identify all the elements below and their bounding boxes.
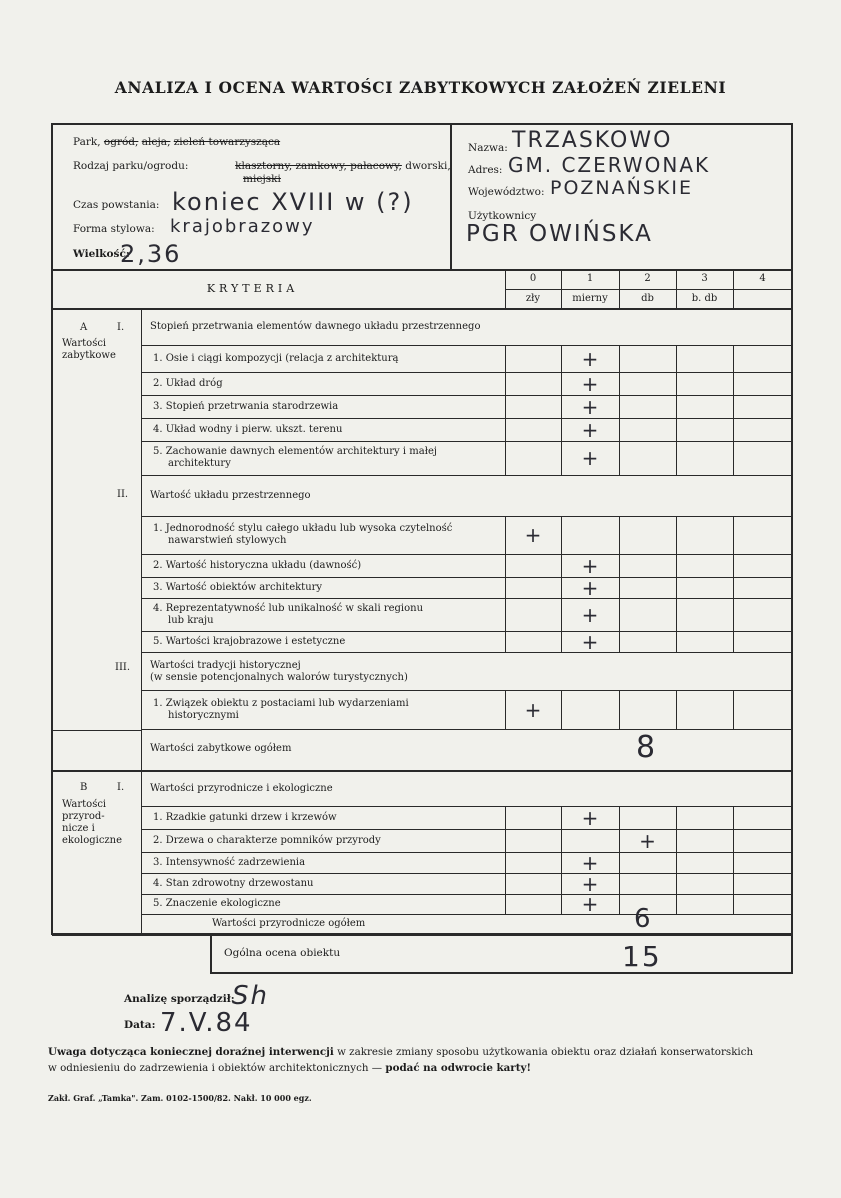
cell-rule	[676, 690, 677, 729]
cell-rule	[619, 441, 620, 475]
row-rule	[142, 873, 792, 874]
a2-item-2-mark: +	[581, 553, 599, 578]
row-rule	[142, 652, 792, 653]
section-a-total-top	[52, 730, 142, 731]
b-item-4-mark: +	[581, 871, 599, 896]
cell-rule	[619, 577, 620, 598]
cell-rule	[676, 631, 677, 652]
scale-header-bottom-rule	[52, 308, 792, 310]
a1-item-1-mark: +	[581, 346, 599, 371]
row-rule	[142, 914, 792, 915]
a2-item-4-mark: +	[581, 602, 599, 627]
a2-title: Wartość układu przestrzennego	[150, 490, 311, 501]
b-item-2-mark: +	[639, 828, 656, 853]
a1-item-5-label-2: architektury	[168, 458, 231, 469]
cell-rule	[505, 441, 506, 475]
cell-rule	[505, 690, 506, 729]
a2-item-3-label: 3. Wartość obiektów architektury	[153, 581, 323, 593]
row-rule	[142, 829, 792, 830]
a1-title: Stopień przetrwania elementów dawnego układu przestrzennego	[150, 321, 481, 332]
cell-rule	[561, 852, 562, 873]
scale-label-0: zły	[525, 293, 541, 304]
row-rule	[142, 852, 792, 853]
cell-rule	[619, 631, 620, 652]
wielkosc-value: 2,36	[120, 240, 182, 268]
uwaga-line-1: Uwaga dotycząca koniecznej doraźnej interwencji w zakresie zmiany sposobu użytkowania obiektu oraz działań konserwatorskich	[48, 1046, 754, 1058]
category-column-rule	[141, 309, 142, 935]
data-label: Data:	[124, 1019, 156, 1031]
uzytkownicy-value: PGR OWIŃSKA	[466, 221, 653, 247]
cell-rule	[619, 829, 620, 852]
cell-rule	[619, 554, 620, 577]
section-b-name-3: nicze i	[62, 823, 95, 834]
b-item-2-label: 2. Drzewa o charakterze pomników przyrody	[153, 834, 381, 846]
scale-header-mid-rule	[505, 289, 792, 290]
header-divider	[450, 124, 452, 269]
cell-rule	[733, 873, 734, 894]
cell-rule	[505, 516, 506, 554]
cell-rule	[733, 690, 734, 729]
b-total-value: 6	[634, 904, 653, 934]
scale-header-col-rule	[619, 270, 620, 308]
cell-rule	[733, 441, 734, 475]
kryteria-header: KRYTERIA	[206, 282, 299, 295]
a2-item-4-label-2: lub kraju	[168, 614, 214, 626]
cell-rule	[676, 395, 677, 418]
cell-rule	[561, 345, 562, 372]
cell-rule	[561, 554, 562, 577]
cell-rule	[561, 395, 562, 418]
row-rule	[142, 577, 792, 578]
a-total-label: Wartości zabytkowe ogółem	[150, 743, 292, 754]
a3-title-1: Wartości tradycji historycznej	[150, 660, 301, 671]
a1-item-5-label: 5. Zachowanie dawnych elementów architektury i małej	[153, 446, 437, 457]
a1-item-3-mark: +	[581, 394, 599, 419]
row-rule	[142, 395, 792, 396]
cell-rule	[505, 894, 506, 914]
a2-item-2-label: 2. Wartość historyczna układu (dawność)	[153, 559, 362, 571]
cell-rule	[505, 806, 506, 829]
section-a-letter: A	[80, 322, 88, 333]
cell-rule	[619, 852, 620, 873]
rodzaj-label: Rodzaj parku/ogrodu:	[73, 160, 189, 172]
b-item-5-label: 5. Znaczenie ekologiczne	[153, 898, 281, 909]
a1-item-2-mark: +	[581, 371, 599, 396]
scale-label-2: db	[641, 293, 654, 304]
cell-rule	[561, 577, 562, 598]
cell-rule	[676, 873, 677, 894]
czas-value: koniec XVIII w (?)	[172, 188, 414, 216]
cell-rule	[561, 441, 562, 475]
cell-rule	[505, 554, 506, 577]
b-item-5-mark: +	[581, 892, 599, 916]
uwaga-line-2: w odniesieniu do zadrzewienia i obiektów architektonicznych — podać na odwrocie karty!	[48, 1062, 531, 1074]
cell-rule	[505, 829, 506, 852]
cell-rule	[676, 345, 677, 372]
cell-rule	[561, 806, 562, 829]
cell-rule	[505, 395, 506, 418]
cell-rule	[505, 418, 506, 441]
a2-item-1-label: 1. Jednorodność stylu całego układu lub wysoka czytelność	[153, 523, 453, 534]
analiza-label: Analizę sporządził:	[124, 993, 235, 1005]
cell-rule	[733, 345, 734, 372]
cell-rule	[561, 894, 562, 914]
cell-rule	[676, 516, 677, 554]
cell-rule	[733, 577, 734, 598]
adres-value: GM. CZERWONAK	[508, 153, 711, 177]
section-b-roman: I.	[117, 782, 125, 793]
cell-rule	[561, 631, 562, 652]
forma-value: krajobrazowy	[170, 216, 315, 237]
row-rule	[142, 345, 792, 346]
cell-rule	[561, 372, 562, 395]
cell-rule	[505, 372, 506, 395]
cell-rule	[676, 598, 677, 631]
scale-label-1: mierny	[572, 293, 608, 304]
overall-label: Ogólna ocena obiektu	[224, 947, 341, 959]
cell-rule	[561, 598, 562, 631]
cell-rule	[619, 372, 620, 395]
a1-item-2-label: 2. Układ dróg	[153, 377, 223, 389]
printer-imprint: Zakł. Graf. „Tamka". Zam. 0102-1500/82. Nakł. 10 000 egz.	[48, 1093, 312, 1103]
cell-rule	[733, 418, 734, 441]
a1-item-5-mark: +	[581, 446, 599, 470]
cell-rule	[505, 577, 506, 598]
a3-item-1-label-2: historycznymi	[168, 709, 239, 721]
cell-rule	[619, 345, 620, 372]
cell-rule	[619, 806, 620, 829]
cell-rule	[733, 516, 734, 554]
scale-header-col-rule	[561, 270, 562, 308]
a1-item-4-mark: +	[581, 417, 599, 442]
row-rule	[142, 631, 792, 632]
cell-rule	[561, 418, 562, 441]
a2-item-3-mark: +	[581, 575, 599, 600]
scale-header-col-rule	[733, 270, 734, 308]
row-rule	[142, 372, 792, 373]
uzytkownicy-label: Użytkownicy	[468, 210, 537, 222]
nazwa-value: TRZASKOWO	[512, 128, 673, 153]
row-rule	[142, 516, 792, 517]
cell-rule	[676, 418, 677, 441]
cell-rule	[733, 395, 734, 418]
adres-label: Adres:	[468, 164, 503, 176]
a-total-value: 8	[636, 730, 658, 765]
row-rule	[142, 475, 792, 476]
cell-rule	[733, 829, 734, 852]
scale-number-1: 1	[586, 273, 594, 284]
section-a-roman-2: II.	[117, 489, 129, 500]
a1-item-1-label: 1. Osie i ciągi kompozycji (relacja z architekturą	[153, 352, 399, 364]
cell-rule	[733, 806, 734, 829]
scale-header-col-rule	[505, 270, 506, 308]
czas-label: Czas powstania:	[73, 199, 160, 211]
section-b-letter: B	[80, 782, 88, 793]
cell-rule	[505, 345, 506, 372]
cell-rule	[676, 441, 677, 475]
b-item-3-label: 3. Intensywność zadrzewienia	[153, 856, 306, 868]
cell-rule	[733, 598, 734, 631]
section-a-roman-1: I.	[117, 322, 125, 333]
row-rule	[142, 441, 792, 442]
a1-item-3-label: 3. Stopień przetrwania starodrzewia	[153, 400, 339, 412]
header-bottom-rule	[52, 269, 792, 271]
forma-label: Forma stylowa:	[73, 223, 155, 235]
a3-item-1-label: 1. Związek obiektu z postaciami lub wydarzeniami	[153, 697, 409, 709]
a2-item-1-mark: +	[524, 523, 542, 547]
cell-rule	[676, 577, 677, 598]
cell-rule	[561, 690, 562, 729]
cell-rule	[505, 631, 506, 652]
cell-rule	[561, 829, 562, 852]
cell-rule	[561, 873, 562, 894]
scale-label-3: b. db	[691, 293, 718, 304]
b-total-label: Wartości przyrodnicze ogółem	[212, 918, 366, 929]
section-b-name-2: przyrod-	[62, 811, 105, 822]
b-item-4-label: 4. Stan zdrowotny drzewostanu	[153, 877, 314, 889]
cell-rule	[676, 372, 677, 395]
cell-rule	[733, 554, 734, 577]
section-a-name-2: zabytkowe	[62, 350, 116, 361]
cell-rule	[619, 873, 620, 894]
cell-rule	[619, 690, 620, 729]
scale-number-4: 4	[759, 273, 766, 284]
section-a-name-1: Wartości	[62, 338, 107, 349]
cell-rule	[676, 829, 677, 852]
row-rule	[142, 554, 792, 555]
a2-item-5-mark: +	[581, 629, 599, 654]
scale-number-3: 3	[701, 273, 708, 284]
cell-rule	[619, 395, 620, 418]
a3-title-2: (w sensie potencjonalnych walorów turystycznych)	[150, 672, 408, 683]
scale-number-2: 2	[644, 273, 651, 284]
cell-rule	[619, 598, 620, 631]
cell-rule	[561, 516, 562, 554]
cell-rule	[676, 894, 677, 914]
b-item-3-mark: +	[581, 850, 599, 875]
b-item-1-label: 1. Rzadkie gatunki drzew i krzewów	[153, 811, 337, 823]
a2-item-5-label: 5. Wartości krajobrazowe i estetyczne	[153, 635, 346, 647]
row-rule	[142, 598, 792, 599]
section-b-name-1: Wartości	[62, 799, 107, 810]
park-type-line: Park, ogród, aleja, zieleń towarzysząca	[73, 136, 281, 148]
cell-rule	[619, 418, 620, 441]
row-rule	[142, 806, 792, 807]
cell-rule	[676, 554, 677, 577]
a2-item-1-label-2: nawarstwień stylowych	[168, 535, 287, 546]
row-rule	[142, 690, 792, 691]
scale-header-col-rule	[676, 270, 677, 308]
cell-rule	[733, 372, 734, 395]
cell-rule	[733, 894, 734, 914]
section-b-name-4: ekologiczne	[62, 835, 123, 846]
form-title: ANALIZA I OCENA WARTOŚCI ZABYTKOWYCH ZAŁOŻEŃ ZIELENI	[114, 78, 727, 97]
cell-rule	[733, 852, 734, 873]
row-rule	[142, 729, 792, 730]
park-kind-miejski: miejski	[243, 173, 281, 185]
cell-rule	[733, 631, 734, 652]
cell-rule	[619, 516, 620, 554]
b-item-1-mark: +	[581, 805, 599, 830]
wojewodztwo-label: Województwo:	[468, 186, 545, 198]
cell-rule	[505, 852, 506, 873]
wojewodztwo-value: POZNAŃSKIE	[550, 177, 693, 199]
cell-rule	[676, 806, 677, 829]
section-divider-ab	[52, 770, 792, 772]
section-a-roman-3: III.	[115, 662, 131, 673]
a3-item-1-mark: +	[524, 697, 542, 722]
b-title: Wartości przyrodnicze i ekologiczne	[150, 783, 333, 794]
row-rule	[142, 418, 792, 419]
analiza-signature: Sh	[232, 981, 269, 1011]
scale-number-0: 0	[529, 273, 537, 284]
nazwa-label: Nazwa:	[468, 142, 508, 154]
cell-rule	[505, 873, 506, 894]
data-value: 7.V.84	[160, 1008, 253, 1038]
a2-item-4-label: 4. Reprezentatywność lub unikalność w skali regionu	[153, 602, 424, 614]
wielkosc-label: Wielkość:	[73, 248, 130, 260]
cell-rule	[505, 598, 506, 631]
overall-value: 15	[622, 940, 662, 973]
a1-item-4-label: 4. Układ wodny i pierw. ukszt. terenu	[153, 423, 343, 435]
cell-rule	[619, 894, 620, 914]
park-kind-line: Rodzaj parku/ogrodu: klasztorny, zamkowy, pałacowy, dworski,	[73, 160, 451, 172]
cell-rule	[676, 852, 677, 873]
row-rule	[142, 894, 792, 895]
